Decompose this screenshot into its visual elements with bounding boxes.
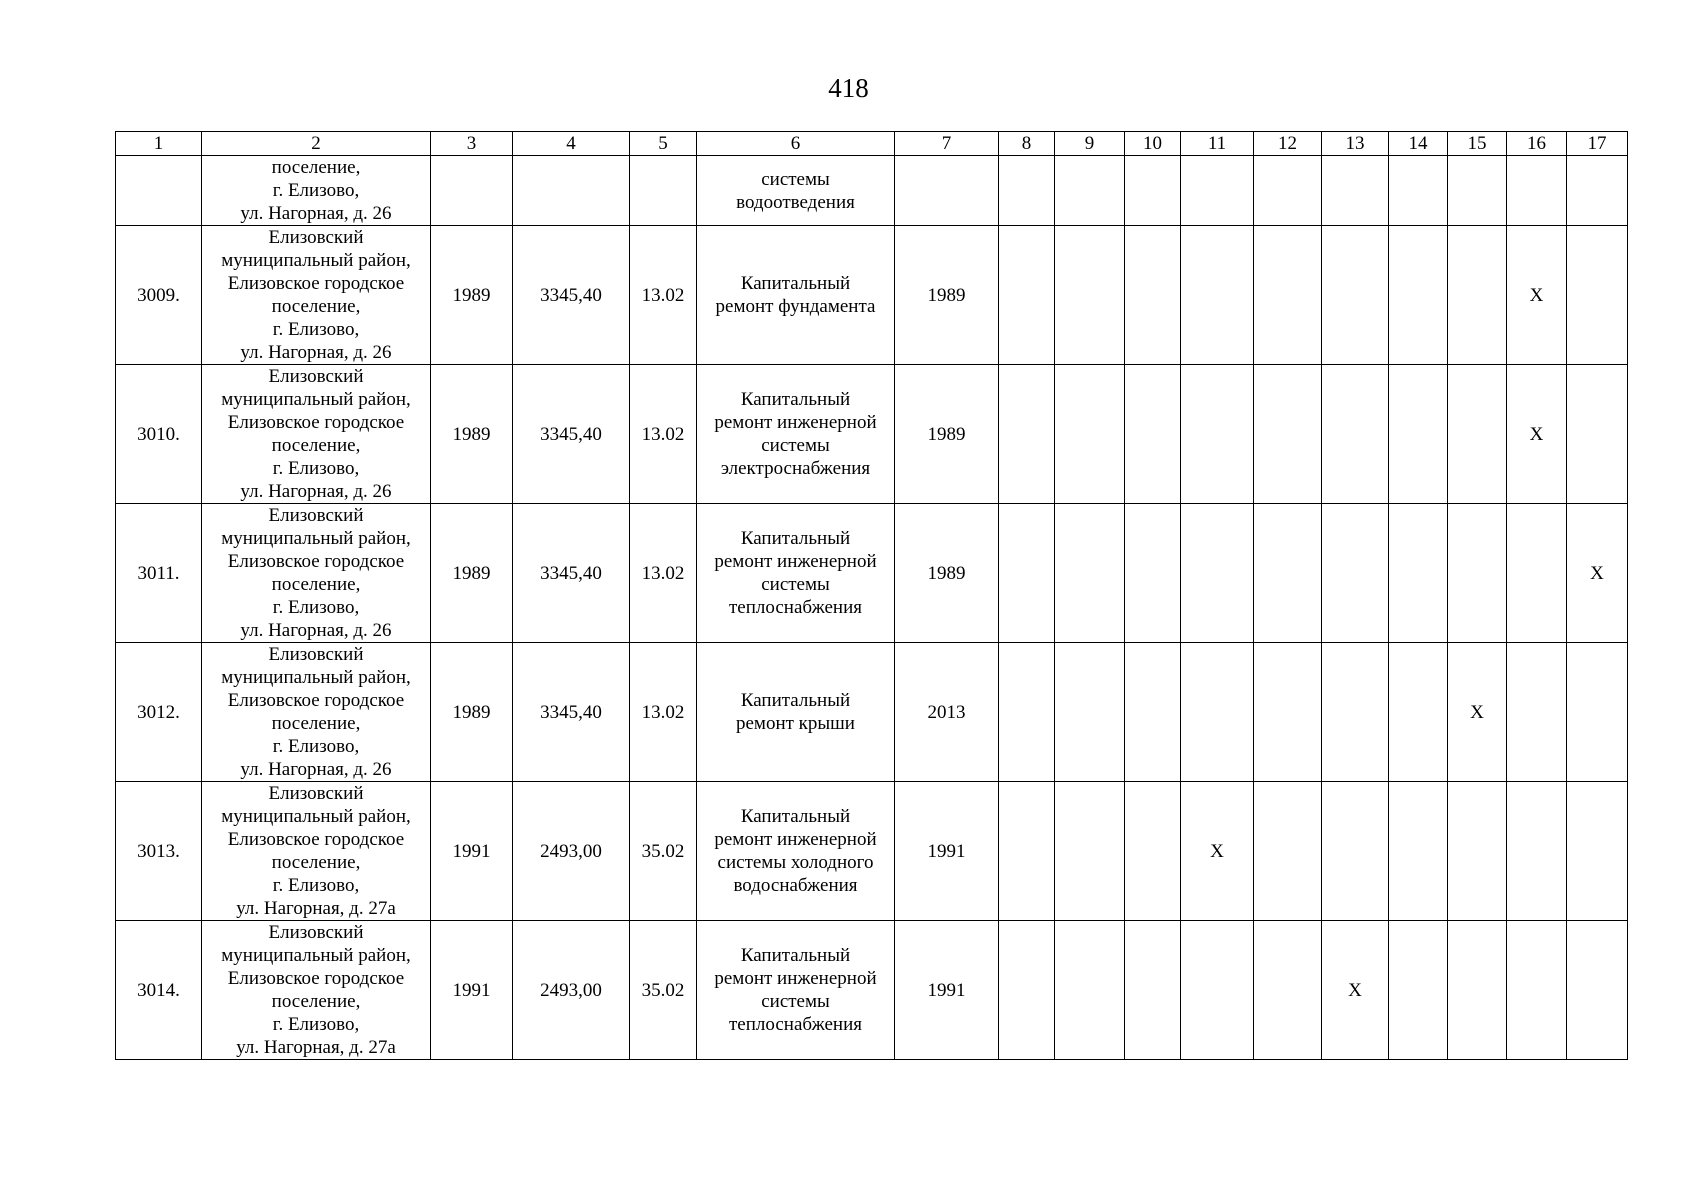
cell-mark <box>1055 782 1125 921</box>
cell-mark <box>999 226 1055 365</box>
column-number-header: 12 <box>1254 132 1322 156</box>
cell-mark <box>1055 921 1125 1060</box>
column-number-header: 8 <box>999 132 1055 156</box>
cell-mark <box>1389 156 1448 226</box>
cell-mark <box>1181 365 1254 504</box>
column-number-header: 9 <box>1055 132 1125 156</box>
cell-mark <box>1507 504 1567 643</box>
column-number-header: 5 <box>630 132 697 156</box>
cell-num: 3009. <box>116 226 202 365</box>
cell-address: поселение, г. Елизово, ул. Нагорная, д. 26 <box>202 156 431 226</box>
cell-area: 2493,00 <box>513 782 630 921</box>
cell-mark <box>1322 365 1389 504</box>
cell-mark <box>999 365 1055 504</box>
column-number-header: 2 <box>202 132 431 156</box>
column-number-header: 1 <box>116 132 202 156</box>
cell-year-last: 1989 <box>895 226 999 365</box>
cell-mark <box>1507 782 1567 921</box>
cell-mark <box>1181 643 1254 782</box>
table-row <box>116 504 1628 643</box>
cell-year-last: 2013 <box>895 643 999 782</box>
cell-mark <box>1254 504 1322 643</box>
cell-mark <box>999 921 1055 1060</box>
table-row <box>116 643 1628 782</box>
cell-year: 1989 <box>431 643 513 782</box>
cell-code: 13.02 <box>630 643 697 782</box>
cell-address: Елизовский муниципальный район, Елизовское городское поселение, г. Елизово, ул. Нагорная, д. 26 <box>202 365 431 504</box>
cell-num: 3014. <box>116 921 202 1060</box>
cell-mark: X <box>1322 921 1389 1060</box>
column-number-header: 7 <box>895 132 999 156</box>
cell-mark: X <box>1507 226 1567 365</box>
cell-year: 1989 <box>431 226 513 365</box>
column-number-header: 4 <box>513 132 630 156</box>
page-number: 418 <box>828 73 869 103</box>
column-number-header: 10 <box>1125 132 1181 156</box>
cell-address: Елизовский муниципальный район, Елизовское городское поселение, г. Елизово, ул. Нагорная, д. 26 <box>202 504 431 643</box>
cell-area: 2493,00 <box>513 921 630 1060</box>
cell-mark <box>1254 643 1322 782</box>
column-number-header: 14 <box>1389 132 1448 156</box>
cell-year: 1989 <box>431 365 513 504</box>
cell-mark <box>1055 226 1125 365</box>
table-row <box>116 226 1628 365</box>
cell-mark <box>1389 921 1448 1060</box>
cell-code <box>630 156 697 226</box>
table-row <box>116 365 1628 504</box>
cell-address: Елизовский муниципальный район, Елизовское городское поселение, г. Елизово, ул. Нагорная, д. 27а <box>202 921 431 1060</box>
column-number-header: 11 <box>1181 132 1254 156</box>
cell-mark <box>1181 504 1254 643</box>
cell-area <box>513 156 630 226</box>
cell-mark <box>1389 504 1448 643</box>
cell-mark <box>1322 643 1389 782</box>
cell-mark <box>1448 226 1507 365</box>
cell-mark: X <box>1448 643 1507 782</box>
cell-mark <box>1567 782 1628 921</box>
cell-mark <box>1448 156 1507 226</box>
cell-num: 3012. <box>116 643 202 782</box>
cell-address: Елизовский муниципальный район, Елизовское городское поселение, г. Елизово, ул. Нагорная, д. 26 <box>202 226 431 365</box>
cell-mark <box>1125 156 1181 226</box>
cell-mark <box>999 782 1055 921</box>
cell-code: 35.02 <box>630 921 697 1060</box>
cell-num: 3010. <box>116 365 202 504</box>
cell-mark <box>1254 226 1322 365</box>
column-number-row <box>116 132 1628 156</box>
cell-area: 3345,40 <box>513 226 630 365</box>
cell-mark <box>1567 226 1628 365</box>
cell-mark <box>1254 782 1322 921</box>
cell-mark: X <box>1507 365 1567 504</box>
cell-mark <box>1181 921 1254 1060</box>
cell-work: Капитальный ремонт инженерной системы электроснабжения <box>697 365 895 504</box>
table-row <box>116 782 1628 921</box>
column-number-header: 6 <box>697 132 895 156</box>
cell-mark <box>1055 365 1125 504</box>
cell-mark <box>1389 643 1448 782</box>
cell-address: Елизовский муниципальный район, Елизовское городское поселение, г. Елизово, ул. Нагорная, д. 26 <box>202 643 431 782</box>
cell-mark <box>1389 782 1448 921</box>
cell-area: 3345,40 <box>513 643 630 782</box>
cell-mark <box>1567 365 1628 504</box>
cell-mark <box>1448 504 1507 643</box>
cell-mark <box>1322 504 1389 643</box>
column-number-header: 3 <box>431 132 513 156</box>
cell-mark <box>1567 643 1628 782</box>
cell-num: 3013. <box>116 782 202 921</box>
cell-mark <box>1055 156 1125 226</box>
cell-mark <box>1448 782 1507 921</box>
column-number-header: 16 <box>1507 132 1567 156</box>
cell-mark <box>1125 921 1181 1060</box>
cell-work: системы водоотведения <box>697 156 895 226</box>
continuation-row <box>116 156 1628 226</box>
cell-work: Капитальный ремонт крыши <box>697 643 895 782</box>
cell-work: Капитальный ремонт инженерной системы теплоснабжения <box>697 504 895 643</box>
cell-mark <box>1322 782 1389 921</box>
cell-mark <box>1055 643 1125 782</box>
cell-mark <box>999 643 1055 782</box>
cell-mark: X <box>1567 504 1628 643</box>
cell-year-last: 1989 <box>895 365 999 504</box>
cell-year: 1989 <box>431 504 513 643</box>
cell-mark <box>1567 921 1628 1060</box>
cell-mark <box>1507 156 1567 226</box>
cell-mark <box>1448 365 1507 504</box>
cell-code: 13.02 <box>630 365 697 504</box>
cell-mark <box>1507 921 1567 1060</box>
cell-year-last: 1991 <box>895 782 999 921</box>
cell-year <box>431 156 513 226</box>
cell-mark <box>1181 156 1254 226</box>
cell-mark <box>1448 921 1507 1060</box>
cell-code: 35.02 <box>630 782 697 921</box>
cell-mark <box>1254 365 1322 504</box>
cell-area: 3345,40 <box>513 365 630 504</box>
cell-mark <box>1389 365 1448 504</box>
cell-mark <box>1125 365 1181 504</box>
capital-repair-table <box>115 131 1628 1060</box>
cell-mark <box>1181 226 1254 365</box>
cell-mark: X <box>1181 782 1254 921</box>
cell-year-last <box>895 156 999 226</box>
cell-work: Капитальный ремонт инженерной системы холодного водоснабжения <box>697 782 895 921</box>
cell-mark <box>1322 226 1389 365</box>
cell-area: 3345,40 <box>513 504 630 643</box>
cell-mark <box>1389 226 1448 365</box>
cell-year-last: 1991 <box>895 921 999 1060</box>
cell-mark <box>1322 156 1389 226</box>
cell-mark <box>1567 156 1628 226</box>
cell-year-last: 1989 <box>895 504 999 643</box>
cell-work: Капитальный ремонт инженерной системы теплоснабжения <box>697 921 895 1060</box>
cell-mark <box>1125 782 1181 921</box>
column-number-header: 15 <box>1448 132 1507 156</box>
column-number-header: 13 <box>1322 132 1389 156</box>
cell-year: 1991 <box>431 921 513 1060</box>
cell-mark <box>999 156 1055 226</box>
cell-num: 3011. <box>116 504 202 643</box>
cell-mark <box>1055 504 1125 643</box>
cell-mark <box>1254 156 1322 226</box>
cell-mark <box>1125 226 1181 365</box>
cell-mark <box>1125 643 1181 782</box>
cell-code: 13.02 <box>630 504 697 643</box>
cell-mark <box>999 504 1055 643</box>
cell-address: Елизовский муниципальный район, Елизовское городское поселение, г. Елизово, ул. Нагорная, д. 27а <box>202 782 431 921</box>
cell-code: 13.02 <box>630 226 697 365</box>
table-row <box>116 921 1628 1060</box>
cell-mark <box>1125 504 1181 643</box>
cell-work: Капитальный ремонт фундамента <box>697 226 895 365</box>
cell-mark <box>1507 643 1567 782</box>
cell-num <box>116 156 202 226</box>
column-number-header: 17 <box>1567 132 1628 156</box>
cell-mark <box>1254 921 1322 1060</box>
cell-year: 1991 <box>431 782 513 921</box>
